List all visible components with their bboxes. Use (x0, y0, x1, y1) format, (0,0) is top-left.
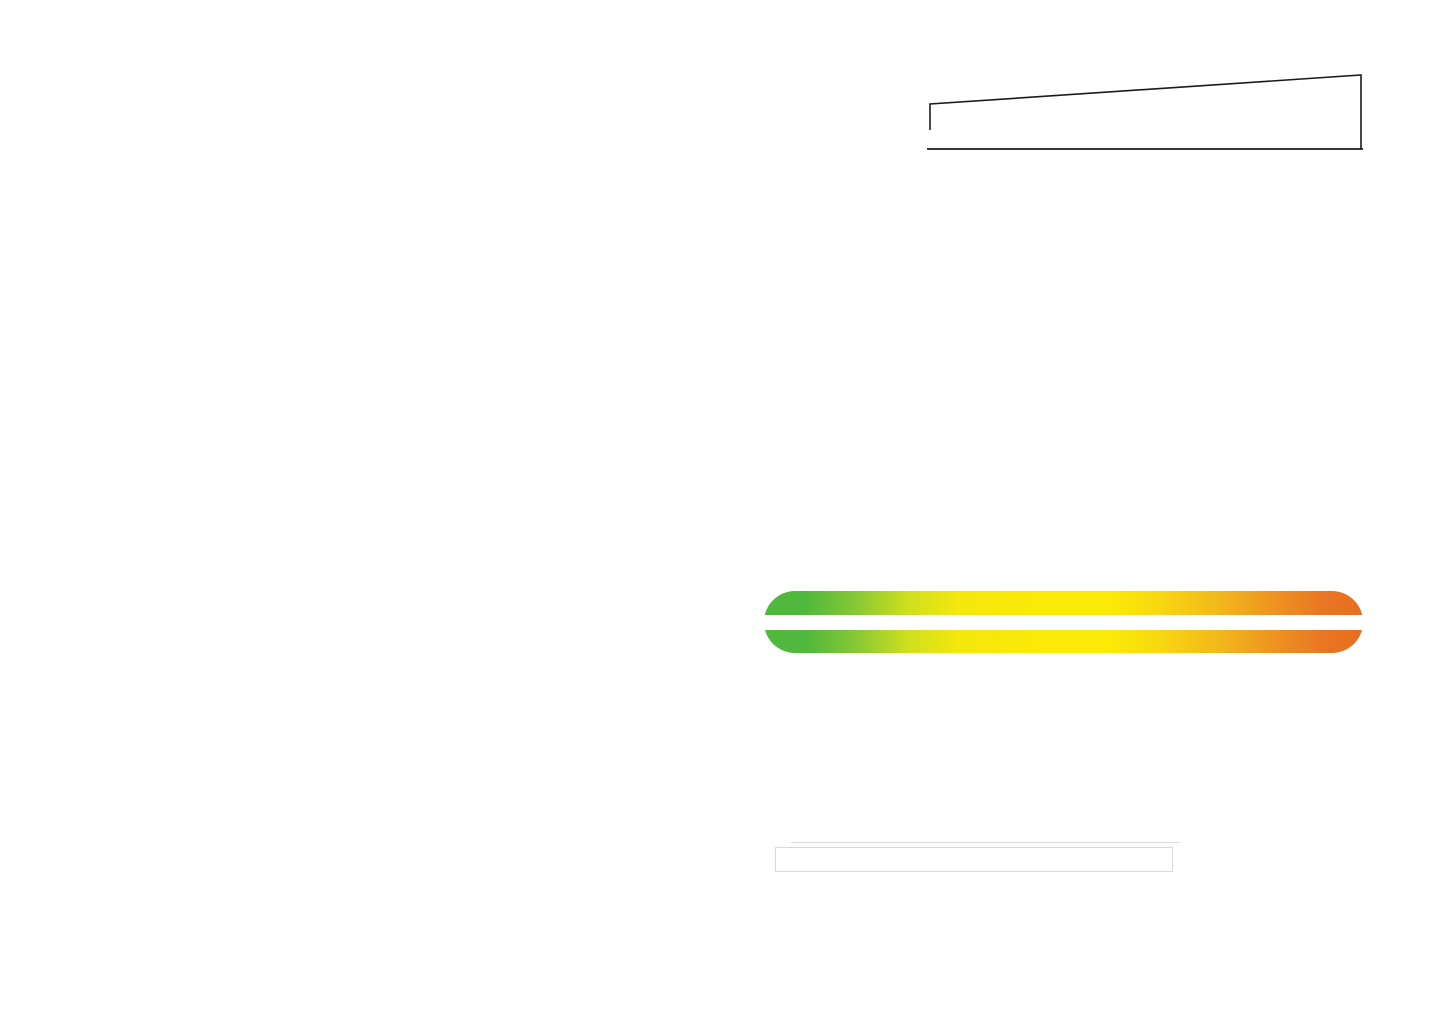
page-title-box (0, 75, 290, 140)
endenergieverbrauch-label-block (963, 550, 975, 569)
energy-scale-pill (764, 591, 1363, 653)
endenergiebedarf-value (967, 731, 1363, 768)
logo-dot-right (775, 816, 779, 820)
scale-axis-band (764, 615, 1363, 630)
energy-certificate-header (757, 195, 1363, 228)
brand-logo (925, 70, 1365, 152)
telekom-widget (755, 805, 1180, 987)
telekom-logo-icon (755, 808, 791, 844)
primaerenergieverbrauch-label-block (995, 652, 1007, 671)
header-divider (966, 195, 969, 228)
logo-dot-left (767, 816, 771, 820)
energy-scale (764, 591, 1363, 653)
availability-banner (775, 878, 1173, 901)
endenergiebedarf-label (757, 731, 963, 768)
primaerenergieverbrauch-value (995, 662, 1007, 664)
page-number-box (1351, 957, 1414, 1003)
address-input[interactable] (775, 847, 1173, 872)
nav-divider (791, 842, 1180, 843)
endenergieverbrauch-value (963, 560, 975, 562)
scale-gradient-bar (764, 630, 1363, 653)
endenergiebedarf-row (757, 731, 1363, 768)
scale-class-bar (764, 591, 1363, 615)
brand-text (927, 112, 1363, 114)
roof-lines-icon (925, 70, 1365, 152)
check-icon (784, 884, 795, 895)
